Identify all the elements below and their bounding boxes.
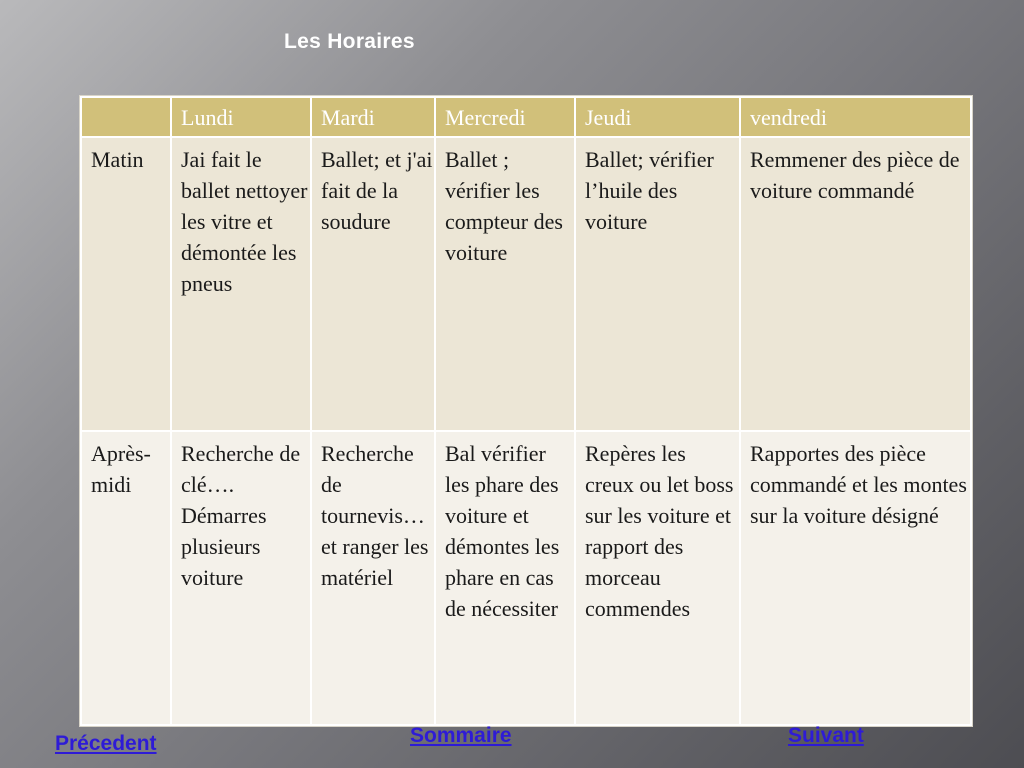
previous-link[interactable]: Précedent bbox=[55, 732, 157, 755]
schedule-table bbox=[80, 96, 972, 726]
header-day-jeudi: Jeudi bbox=[575, 97, 740, 137]
header-corner-cell bbox=[81, 97, 171, 137]
table-cell: Bal vérifier les phare des voiture et démontes les phare en cas de nécessiter bbox=[435, 431, 575, 725]
next-link[interactable]: Suivant bbox=[788, 724, 864, 747]
table-cell: Repères les creux ou let boss sur les voiture et rapport des morceau commendes bbox=[575, 431, 740, 725]
header-day-mardi: Mardi bbox=[311, 97, 435, 137]
table-cell: Jai fait le ballet nettoyer les vitre et démontée les pneus bbox=[171, 137, 311, 431]
table-cell: Recherche de tournevis… et ranger les matériel bbox=[311, 431, 435, 725]
slide-title: Les Horaires bbox=[284, 30, 415, 53]
table-cell: Rapportes des pièce commandé et les montes sur la voiture désigné bbox=[740, 431, 971, 725]
table-cell: Ballet; vérifier l’huile des voiture bbox=[575, 137, 740, 431]
table-row bbox=[81, 431, 971, 725]
table-row bbox=[81, 137, 971, 431]
row-label-apres-midi: Après-midi bbox=[81, 431, 171, 725]
table-cell: Ballet; et j'ai fait de la soudure bbox=[311, 137, 435, 431]
summary-link[interactable]: Sommaire bbox=[410, 724, 512, 747]
table-cell: Remmener des pièce de voiture commandé bbox=[740, 137, 971, 431]
table-cell: Recherche de clé…. Démarres plusieurs voiture bbox=[171, 431, 311, 725]
header-day-mercredi: Mercredi bbox=[435, 97, 575, 137]
table-header-row bbox=[81, 97, 971, 137]
table-cell: Ballet ; vérifier les compteur des voiture bbox=[435, 137, 575, 431]
header-day-vendredi: vendredi bbox=[740, 97, 971, 137]
header-day-lundi: Lundi bbox=[171, 97, 311, 137]
row-label-matin: Matin bbox=[81, 137, 171, 431]
